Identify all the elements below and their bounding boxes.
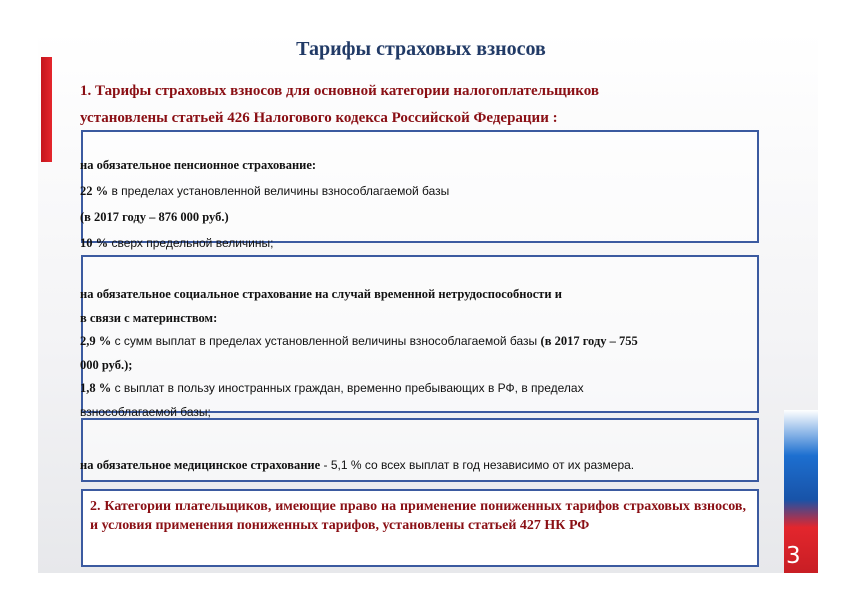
note-text: 2. Категории плательщиков, имеющие право на применение пониженных тарифов страховых взносов, и условия применения пониженных тарифов, установлены статьей 427 НК РФ — [90, 499, 746, 533]
social-rate-2-text-2: взнособлагаемой базы; — [80, 404, 211, 419]
social-rate-1: 2,9 % — [80, 334, 112, 348]
medical-text: - 5,1 % со всех выплат в год независимо от их размера. — [320, 458, 635, 472]
pension-section — [80, 152, 770, 256]
intro-line-2: установлены статьей 426 Налогового кодекса Российской Федерации : — [80, 110, 558, 126]
social-section — [80, 283, 770, 424]
pension-heading: на обязательное пенсионное страхование: — [80, 158, 317, 172]
medical-heading: на обязательное медицинское страхование — [80, 458, 321, 472]
page-title: Тарифы страховых взносов — [296, 38, 546, 60]
medical-section — [80, 455, 770, 475]
page-number: 3 — [786, 543, 801, 569]
social-rate-2-text: с выплат в пользу иностранных граждан, временно пребывающих в РФ, в пределах — [111, 381, 584, 395]
red-accent-bar — [41, 57, 52, 162]
pension-rate-2: 10 % — [80, 236, 109, 250]
pension-rate-1: 22 % — [80, 184, 109, 198]
intro-text — [80, 78, 720, 132]
social-limit-part-2: 000 руб.); — [80, 357, 133, 372]
intro-line-1: 1. Тарифы страховых взносов для основной категории налогоплательщиков — [80, 83, 599, 99]
pension-rate-1-text: в пределах установленной величины взнособлагаемой базы — [108, 184, 450, 198]
social-rate-1-text: с сумм выплат в пределах установленной величины взнособлагаемой базы — [111, 334, 541, 348]
pension-limit: (в 2017 году – 876 000 руб.) — [80, 210, 229, 224]
social-limit-part-1: (в 2017 году – 755 — [540, 334, 638, 348]
social-heading-line-1: на обязательное социальное страхование на случай временной нетрудоспособности и — [80, 287, 562, 301]
social-heading-line-2: в связи с материнством: — [80, 310, 218, 325]
pension-rate-2-text: сверх предельной величины; — [108, 236, 274, 250]
social-rate-2: 1,8 % — [80, 381, 112, 395]
